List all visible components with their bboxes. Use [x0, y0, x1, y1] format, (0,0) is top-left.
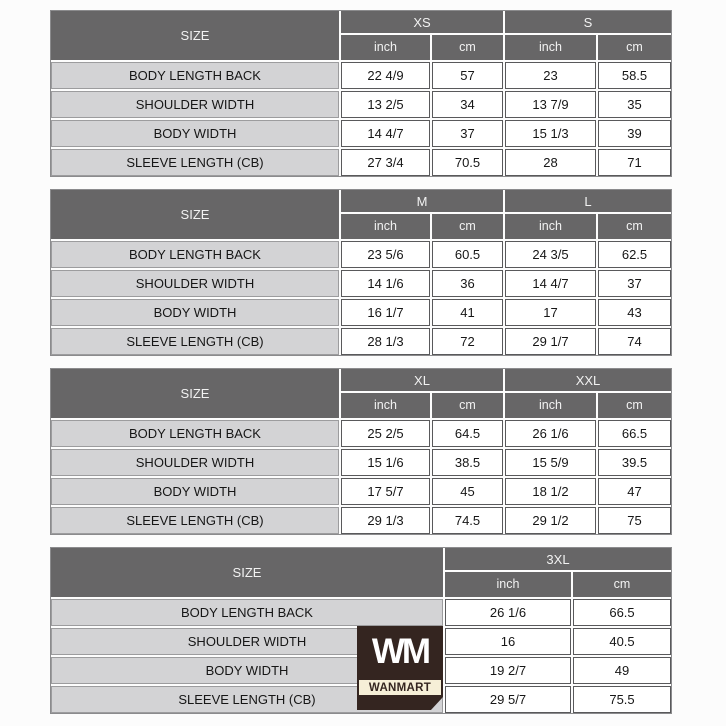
row-label: SHOULDER WIDTH [51, 628, 443, 655]
unit-header-inch: inch [445, 572, 571, 597]
unit-header-cm: cm [598, 214, 671, 239]
unit-header-cm: cm [598, 393, 671, 418]
size-table-xl-xxl [50, 368, 672, 535]
measurement-value: 72 [432, 328, 503, 355]
measurement-value: 28 [505, 149, 596, 176]
unit-header-inch: inch [505, 214, 596, 239]
measurement-value: 25 2/5 [341, 420, 430, 447]
size-group-header: M [341, 190, 503, 212]
measurement-value: 26 1/6 [445, 599, 571, 626]
measurement-value: 15 1/3 [505, 120, 596, 147]
row-label: BODY WIDTH [51, 657, 443, 684]
measurement-value: 75.5 [573, 686, 671, 713]
row-label: SLEEVE LENGTH (CB) [51, 328, 339, 355]
measurement-value: 66.5 [573, 599, 671, 626]
wanmart-monogram: WM [357, 626, 443, 678]
measurement-value: 37 [432, 120, 503, 147]
measurement-value: 22 4/9 [341, 62, 430, 89]
size-header: SIZE [51, 548, 443, 597]
measurement-value: 19 2/7 [445, 657, 571, 684]
measurement-value: 39.5 [598, 449, 671, 476]
measurement-value: 23 5/6 [341, 241, 430, 268]
row-label: SHOULDER WIDTH [51, 91, 339, 118]
size-group-header: XXL [505, 369, 671, 391]
measurement-value: 75 [598, 507, 671, 534]
size-header: SIZE [51, 11, 339, 60]
measurement-value: 29 1/3 [341, 507, 430, 534]
unit-header-cm: cm [573, 572, 671, 597]
size-table-xs-s [50, 10, 672, 177]
measurement-value: 71 [598, 149, 671, 176]
unit-header-inch: inch [505, 393, 596, 418]
measurement-value: 13 7/9 [505, 91, 596, 118]
measurement-value: 29 1/2 [505, 507, 596, 534]
measurement-value: 29 1/7 [505, 328, 596, 355]
measurement-value: 43 [598, 299, 671, 326]
row-label: BODY WIDTH [51, 299, 339, 326]
wanmart-wordmark: WANMART [357, 678, 443, 697]
measurement-value: 58.5 [598, 62, 671, 89]
row-label: SLEEVE LENGTH (CB) [51, 686, 443, 713]
measurement-value: 17 5/7 [341, 478, 430, 505]
measurement-value: 37 [598, 270, 671, 297]
unit-header-cm: cm [432, 214, 503, 239]
size-table-m-l [50, 189, 672, 356]
measurement-value: 17 [505, 299, 596, 326]
unit-header-cm: cm [432, 393, 503, 418]
size-header: SIZE [51, 369, 339, 418]
size-group-header: L [505, 190, 671, 212]
size-group-header: XS [341, 11, 503, 33]
size-group-header: S [505, 11, 671, 33]
measurement-value: 70.5 [432, 149, 503, 176]
row-label: SLEEVE LENGTH (CB) [51, 507, 339, 534]
row-label: BODY LENGTH BACK [51, 62, 339, 89]
wanmart-logo [357, 626, 443, 710]
measurement-value: 74 [598, 328, 671, 355]
unit-header-inch: inch [341, 393, 430, 418]
measurement-value: 40.5 [573, 628, 671, 655]
measurement-value: 28 1/3 [341, 328, 430, 355]
measurement-value: 15 5/9 [505, 449, 596, 476]
row-label: SHOULDER WIDTH [51, 270, 339, 297]
row-label: BODY WIDTH [51, 120, 339, 147]
measurement-value: 14 4/7 [505, 270, 596, 297]
measurement-value: 26 1/6 [505, 420, 596, 447]
measurement-value: 62.5 [598, 241, 671, 268]
measurement-value: 34 [432, 91, 503, 118]
row-label: BODY LENGTH BACK [51, 420, 339, 447]
measurement-value: 41 [432, 299, 503, 326]
measurement-value: 18 1/2 [505, 478, 596, 505]
measurement-value: 23 [505, 62, 596, 89]
measurement-value: 45 [432, 478, 503, 505]
measurement-value: 57 [432, 62, 503, 89]
unit-header-inch: inch [505, 35, 596, 60]
measurement-value: 24 3/5 [505, 241, 596, 268]
size-header: SIZE [51, 190, 339, 239]
row-label: SLEEVE LENGTH (CB) [51, 149, 339, 176]
measurement-value: 66.5 [598, 420, 671, 447]
measurement-value: 64.5 [432, 420, 503, 447]
measurement-value: 14 1/6 [341, 270, 430, 297]
measurement-value: 16 [445, 628, 571, 655]
row-label: BODY LENGTH BACK [51, 599, 443, 626]
row-label: BODY LENGTH BACK [51, 241, 339, 268]
measurement-value: 39 [598, 120, 671, 147]
measurement-value: 74.5 [432, 507, 503, 534]
measurement-value: 16 1/7 [341, 299, 430, 326]
measurement-value: 36 [432, 270, 503, 297]
measurement-value: 35 [598, 91, 671, 118]
size-group-header: 3XL [445, 548, 671, 570]
measurement-value: 49 [573, 657, 671, 684]
unit-header-inch: inch [341, 214, 430, 239]
measurement-value: 15 1/6 [341, 449, 430, 476]
row-label: SHOULDER WIDTH [51, 449, 339, 476]
row-label: BODY WIDTH [51, 478, 339, 505]
measurement-value: 38.5 [432, 449, 503, 476]
unit-header-cm: cm [432, 35, 503, 60]
measurement-value: 47 [598, 478, 671, 505]
unit-header-cm: cm [598, 35, 671, 60]
measurement-value: 13 2/5 [341, 91, 430, 118]
size-group-header: XL [341, 369, 503, 391]
measurement-value: 27 3/4 [341, 149, 430, 176]
measurement-value: 60.5 [432, 241, 503, 268]
measurement-value: 14 4/7 [341, 120, 430, 147]
wanmart-ribbon-shape [357, 697, 443, 710]
size-tables [50, 10, 672, 726]
unit-header-inch: inch [341, 35, 430, 60]
measurement-value: 29 5/7 [445, 686, 571, 713]
